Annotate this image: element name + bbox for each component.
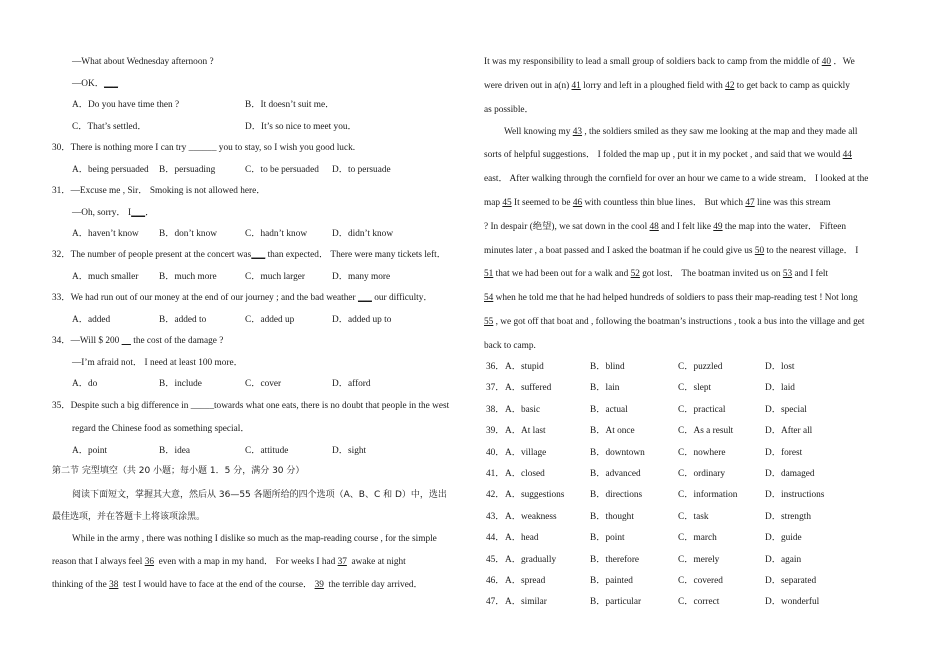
option: D．forest (765, 447, 803, 458)
option: C．As a result (678, 426, 734, 437)
option: B．advanced (590, 469, 641, 479)
option: C．practical (678, 404, 726, 415)
option: A．At last (505, 426, 546, 437)
blank-43: 43 (572, 127, 583, 137)
question-number: 47． (486, 597, 505, 608)
option: B．lain (590, 383, 620, 394)
option: B．persuading (159, 165, 216, 175)
option: C．much larger (245, 272, 305, 282)
option: B．therefore (590, 554, 640, 565)
answer-blank: ___ (104, 79, 118, 89)
passage-line: were driven out in a(n) 41 lorry and left in a ploughed field with 42 to get back to camp as quickly (484, 81, 850, 91)
dialogue-line: —I’m afraid not． I need at least 100 more． (72, 358, 243, 368)
option: C．added up (245, 315, 295, 325)
blank-47: 47 (745, 198, 755, 208)
option: B．point (590, 533, 625, 544)
passage-line: east． After walking through the cornfield for over an hour we came to a wide stream． I looked at the (484, 174, 869, 184)
dialogue-line: —What about Wednesday afternoon ? (72, 57, 214, 67)
option: A．weakness (505, 511, 557, 522)
dialogue-line: —OK．___ (72, 79, 118, 89)
option: C．march (678, 533, 717, 544)
option: A．suffered (505, 383, 552, 394)
question-number: 38． (486, 404, 505, 415)
passage-line: 55 , we got off that boat and , following the boatman’s instructions , took a bus into the village and get (484, 317, 865, 327)
option: A．village (505, 447, 547, 458)
option: B．It doesn’t suit me． (245, 100, 335, 110)
passage-line: 54 when he told me that he had helped hundreds of soldiers to pass their map-reading test ! Not long (484, 293, 858, 303)
question-number: 42． (486, 490, 505, 501)
dialogue-line: —Oh, sorry． I___． (72, 208, 155, 218)
question-number: 41． (486, 469, 505, 479)
option: A．suggestions (505, 490, 565, 501)
blank-36: 36 (144, 557, 154, 567)
option: C．to be persuaded (245, 165, 319, 175)
answer-blank: ___ (131, 208, 146, 218)
blank-38: 38 (109, 580, 119, 590)
blank-53: 53 (782, 269, 793, 279)
passage-line: While in the army , there was nothing I dislike so much as the map-reading course , for the simple (72, 534, 437, 544)
option: D．again (765, 554, 802, 565)
option: C．slept (678, 383, 712, 394)
question-number: 44． (486, 533, 505, 544)
option: B．don’t know (159, 229, 217, 239)
option: B．include (159, 379, 202, 389)
option: C．information (678, 490, 738, 501)
option: A．similar (505, 597, 547, 608)
question-number: 43． (486, 511, 505, 522)
option: B．At once (590, 426, 635, 437)
option: C．ordinary (678, 469, 725, 479)
option: A．basic (505, 404, 541, 415)
option: A．head (505, 533, 539, 544)
option: D．sight (332, 446, 367, 456)
option: C．cover (245, 379, 282, 389)
question-35-cont: regard the Chinese food as something special． (72, 424, 250, 434)
blank-51: 51 (484, 269, 494, 279)
option: A．spread (505, 576, 546, 586)
blank-52: 52 (630, 269, 640, 279)
option: C．nowhere (678, 447, 726, 458)
option: B．added to (159, 315, 207, 325)
option: D．to persuade (332, 165, 391, 175)
option: B．particular (590, 597, 642, 608)
passage-line: map 45 It seemed to be 46 with countless thin blue lines． But which 47 line was this stream (484, 198, 831, 208)
passage-line: Well knowing my 43 , the soldiers smiled as they saw me looking at the map and they made all (504, 127, 858, 137)
option: D．guide (765, 533, 802, 544)
blank-39: 39 (314, 580, 324, 590)
option: D．wonderful (765, 597, 820, 608)
question-31: 31．—Excuse me , Sir． Smoking is not allowed here． (52, 186, 266, 196)
option: A．haven’t know (72, 229, 139, 239)
question-number: 37． (486, 383, 505, 394)
option: B．blind (590, 362, 625, 372)
question-35: 35．Despite such a big difference in _____towards what one eats, there is no doubt that people in the west (52, 401, 450, 411)
option: B．painted (590, 576, 633, 586)
option: A．Do you have time then ? (72, 100, 180, 110)
option: A．do (72, 379, 98, 389)
option: A．being persuaded (72, 165, 149, 175)
option: A．stupid (505, 362, 544, 372)
option: D．separated (765, 576, 817, 586)
option: C．attitude (245, 446, 289, 456)
option: D．lost (765, 362, 795, 372)
blank-42: 42 (725, 81, 735, 91)
question-number: 39． (486, 426, 505, 437)
option: B．downtown (590, 447, 645, 458)
passage-line: minutes later , a boat passed and I asked the boatman if he could give us 50 to the nearest village． I (484, 246, 859, 256)
blank-50: 50 (754, 246, 765, 256)
blank-54: 54 (484, 293, 494, 303)
option: A．much smaller (72, 272, 139, 282)
option: B．actual (590, 404, 628, 415)
answer-blank (122, 336, 131, 346)
blank-44: 44 (842, 150, 852, 160)
option: A．closed (505, 469, 545, 479)
question-32: 32．The number of people present at the concert was___ than expected． There were many tickets left． (52, 250, 447, 260)
question-34: 34．—Will $ 200 the cost of the damage ? (52, 336, 224, 346)
question-number: 46． (486, 576, 505, 586)
option: C．That’s settled． (72, 122, 147, 132)
question-number: 45． (486, 554, 505, 565)
question-33: 33．We had run out of our money at the end of our journey ; and the bad weather ___ our difficulty． (52, 293, 433, 303)
option: D．damaged (765, 469, 815, 479)
answer-blank: ___ (357, 293, 372, 303)
blank-40: 40 (821, 57, 832, 67)
blank-37: 37 (337, 557, 347, 567)
option: A．point (72, 446, 108, 456)
passage-line: thinking of the 38 test I would have to face at the end of the course． 39 the terrible day arrived． (52, 580, 423, 590)
option: A．gradually (505, 554, 557, 565)
option: B．directions (590, 490, 643, 501)
option: B．thought (590, 511, 634, 522)
blank-48: 48 (649, 222, 659, 232)
answer-blank: ___ (251, 250, 266, 260)
option: B．much more (159, 272, 217, 282)
option: D．added up to (332, 315, 392, 325)
option: C．merely (678, 554, 720, 565)
blank-46: 46 (572, 198, 583, 208)
option: D．strength (765, 511, 811, 522)
option: D．laid (765, 383, 795, 394)
passage-line: as possible． (484, 105, 534, 115)
blank-49: 49 (713, 222, 723, 232)
option: D．special (765, 404, 807, 415)
blank-45: 45 (502, 198, 512, 208)
option: C．covered (678, 576, 723, 586)
passage-line: back to camp. (484, 341, 536, 351)
section-heading: 第二节 完型填空（共 20 小题；每小题 1．5 分，满分 30 分） (52, 466, 305, 476)
blank-55: 55 (484, 317, 494, 327)
option: D．After all (765, 426, 813, 437)
question-number: 36． (486, 362, 505, 372)
passage-line: 51 that we had been out for a walk and 52 got lost． The boatman invited us on 53 and I felt (484, 269, 829, 279)
option: C．task (678, 511, 709, 522)
question-number: 40． (486, 447, 505, 458)
option: D．It’s so nice to meet you． (245, 122, 357, 132)
passage-line: ? In despair (绝望), we sat down in the cool 48 and I felt like 49 the map into the water． Fifteen (484, 222, 846, 232)
passage-line: reason that I always feel 36 even with a map in my hand． For weeks I had 37 awake at night (52, 557, 406, 567)
option: C．puzzled (678, 362, 723, 372)
option: B．idea (159, 446, 190, 456)
option: C．hadn’t know (245, 229, 308, 239)
passage-line: It was my responsibility to lead a small group of soldiers back to camp from the middle of 40 ．We (484, 57, 855, 67)
passage-line: sorts of helpful suggestions． I folded the map up , put it in my pocket , and said that we would 44 (484, 150, 852, 160)
option: D．instructions (765, 490, 825, 501)
option: A．added (72, 315, 111, 325)
question-30: 30．There is nothing more I can try ______ you to stay, so I wish you good luck. (52, 143, 356, 153)
option: D．afford (332, 379, 371, 389)
option: D．many more (332, 272, 391, 282)
instructions-cont: 最佳选项，并在答题卡上将该项涂黑。 (52, 512, 206, 522)
instructions: 阅读下面短文，掌握其大意，然后从 36—55 各题所给的四个选项（A、B、C 和 D）中，选出 (72, 490, 447, 500)
option: C．correct (678, 597, 720, 608)
blank-41: 41 (571, 81, 581, 91)
option: D．didn’t know (332, 229, 394, 239)
